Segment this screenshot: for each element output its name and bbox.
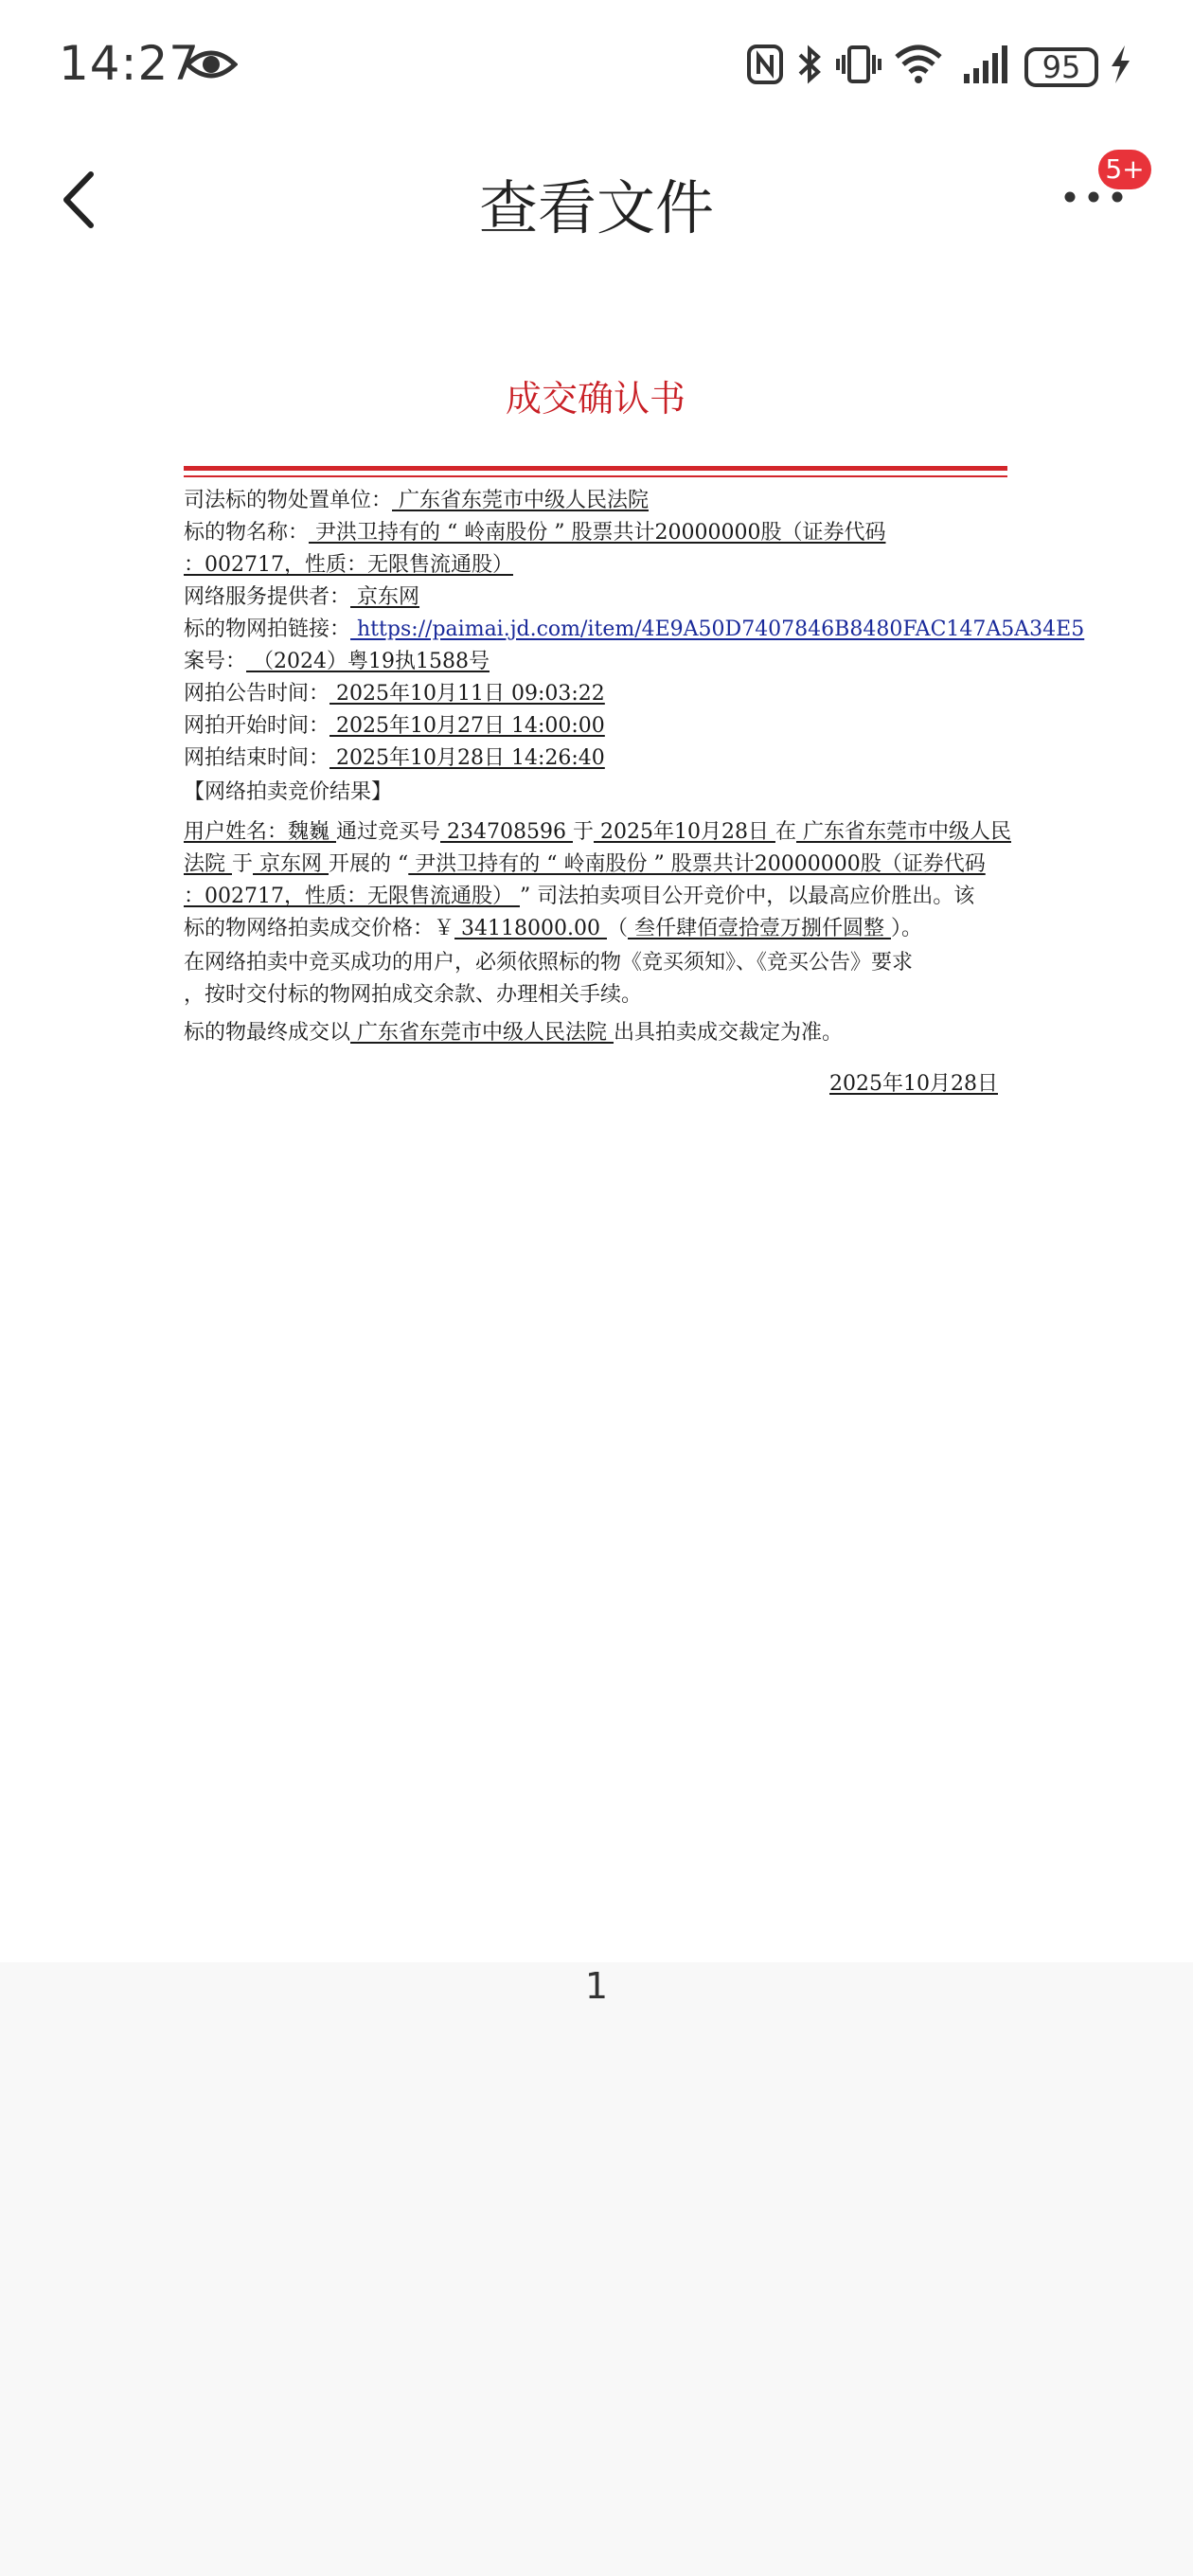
field-label: 案号： — [184, 650, 247, 673]
field-label: 标的物名称： — [184, 521, 310, 545]
status-time: 14:27 — [59, 36, 201, 91]
result-text: ” 司法拍卖项目公开竞价中，以最高应价胜出。该 — [519, 885, 975, 908]
result-text: （ — [606, 917, 628, 940]
result-text: 开展的 “ — [329, 852, 409, 876]
title-divider-thin — [184, 475, 1007, 477]
field-service-provider — [184, 581, 419, 614]
field-value: 2025年10月11日 09:03:22 — [329, 682, 605, 706]
page-number: 1 — [584, 1965, 609, 2007]
buyer-name: 用户姓名：魏巍 — [184, 820, 336, 844]
eye-icon — [185, 45, 238, 83]
final-text: 标的物最终成交以 — [184, 1021, 351, 1045]
bid-number: 234708596 — [440, 820, 573, 844]
nfc-icon — [746, 44, 784, 85]
field-announce-time — [184, 678, 605, 710]
field-label: 网拍结束时间： — [184, 746, 330, 770]
notice-line: ，按时交付标的物网拍成交余款、办理相关手续。 — [184, 983, 643, 1007]
result-text: 于 — [232, 852, 254, 876]
deal-price: 34118000.00 — [454, 917, 607, 940]
item-name: ：002717，性质：无限售流通股） — [184, 885, 520, 908]
result-paragraph — [184, 816, 1011, 945]
field-label: 司法标的物处置单位： — [184, 489, 393, 512]
item-name: 尹洪卫持有的 “ 岭南股份 ” 股票共计20000000股（证券代码 — [408, 852, 986, 876]
field-label: 网拍开始时间： — [184, 714, 330, 738]
result-text: 标的物网络拍卖成交价格：￥ — [184, 917, 455, 940]
field-value: （2024）粤19执1588号 — [246, 650, 490, 673]
final-text: 出具拍卖成交裁定为准。 — [614, 1021, 844, 1045]
app-header — [0, 133, 1193, 265]
field-start-time — [184, 710, 605, 742]
court-name: 法院 — [184, 852, 232, 876]
charging-icon — [1108, 44, 1132, 85]
result-text: 于 — [572, 820, 594, 844]
field-value: 广东省东莞市中级人民法院 — [392, 489, 650, 512]
deal-date: 2025年10月28日 — [594, 820, 775, 844]
field-value: 2025年10月28日 14:26:40 — [329, 746, 605, 770]
field-item-name-cont — [184, 549, 513, 581]
notice-paragraph — [184, 947, 1007, 1011]
final-paragraph — [184, 1017, 1007, 1049]
field-label: 标的物网拍链接： — [184, 617, 351, 641]
field-label: 网络服务提供者： — [184, 585, 351, 609]
result-text: ）。 — [890, 917, 922, 940]
result-heading: 【网络拍卖竞价结果】 — [184, 780, 393, 804]
status-bar — [0, 0, 1193, 133]
platform-name: 京东网 — [253, 852, 329, 876]
notification-badge: 5+ — [1098, 150, 1151, 189]
field-value: 尹洪卫持有的 “ 岭南股份 ” 股票共计20000000股（证券代码 — [309, 521, 886, 545]
field-value: 2025年10月27日 14:00:00 — [329, 714, 605, 738]
field-item-name — [184, 517, 885, 549]
sign-date: 2025年10月28日 — [829, 1072, 998, 1096]
deal-price-words: 叁仟肆佰壹拾壹万捌仟圆整 — [627, 917, 891, 940]
page-title: 查看文件 — [478, 173, 714, 242]
wifi-icon — [894, 44, 943, 85]
final-court-name: 广东省东莞市中级人民法院 — [350, 1021, 614, 1045]
result-text: 在 — [775, 820, 796, 844]
court-name: 广东省东莞市中级人民 — [795, 820, 1011, 844]
field-case-number — [184, 646, 490, 678]
auction-link[interactable]: https://paimai.jd.com/item/4E9A50D7407846B8480FAC147A5A34E5 — [350, 617, 1085, 641]
field-value: ：002717，性质：无限售流通股） — [184, 553, 513, 577]
battery-icon: 95 — [1024, 47, 1098, 87]
signal-icon — [962, 44, 1013, 85]
bluetooth-icon — [795, 44, 824, 85]
title-divider — [184, 466, 1007, 471]
notice-line: 在网络拍卖中竞买成功的用户，必须依照标的物《竞买须知》、《竞买公告》要求 — [184, 951, 914, 975]
field-disposal-unit — [184, 485, 649, 517]
field-value: 京东网 — [350, 585, 420, 609]
field-label: 网拍公告时间： — [184, 682, 330, 706]
document-title: 成交确认书 — [505, 378, 686, 420]
result-text: 通过竞买号 — [336, 820, 441, 844]
field-end-time — [184, 742, 605, 775]
back-button[interactable] — [53, 169, 110, 231]
vibrate-icon — [835, 44, 882, 85]
field-auction-link — [184, 614, 1084, 646]
